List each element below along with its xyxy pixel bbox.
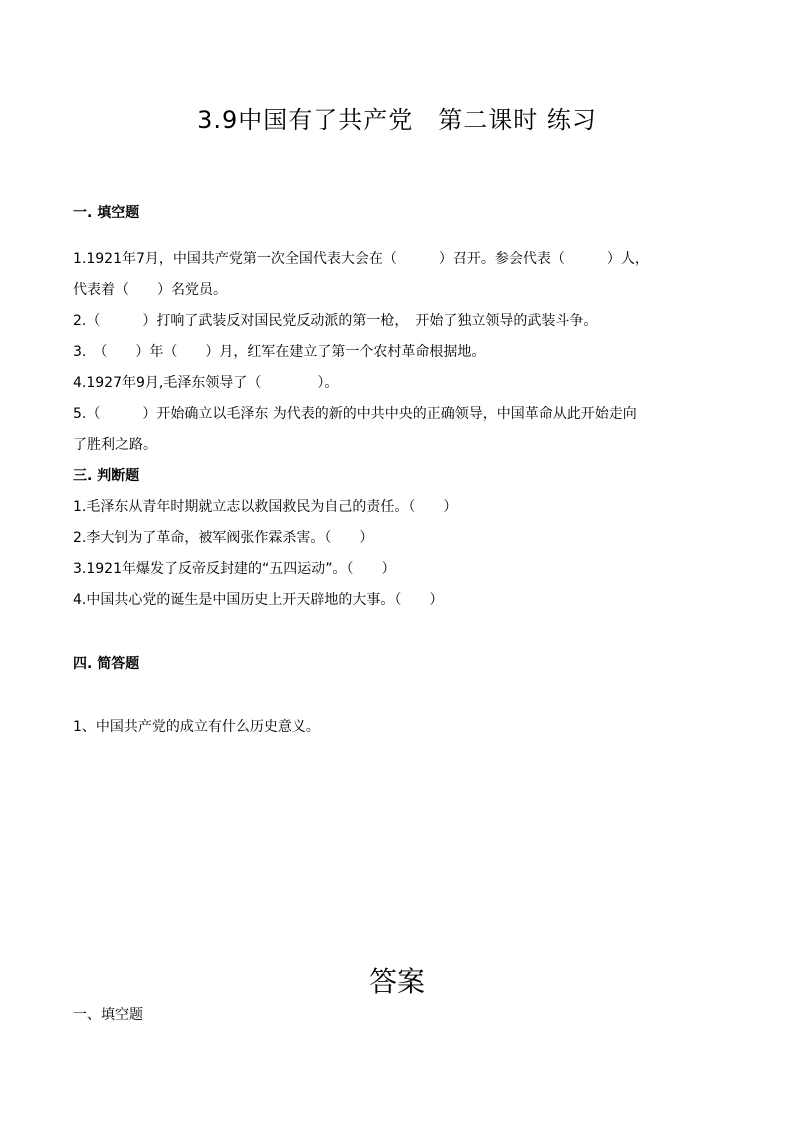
short-answer-heading: 四. 简答题 [73,656,140,672]
judge-line: 4.中国共心党的诞生是中国历史上开天辟地的大事。（ ） [73,592,444,608]
fill-blank-line: 1.1921年7月，中国共产党第一次全国代表大会在（ ）召开。参会代表（ ）人， [73,251,649,267]
page-title: 3.9中国有了共产党 第二课时 练习 [197,106,597,134]
short-answer-line: 1、中国共产党的成立有什么历史意义。 [73,719,320,735]
fill-blank-line: 5.（ ）开始确立以毛泽东 为代表的新的中共中央的正确领导，中国革命从此开始走向 [73,406,637,422]
judge-line: 2.李大钊为了革命，被军阀张作霖杀害。（ ） [73,530,374,546]
fill-blank-line: 3. （ ）年（ ）月，红军在建立了第一个农村革命根据地。 [73,344,486,360]
judge-heading: 三. 判断题 [73,468,140,484]
answer-fill-label: 一、填空题 [73,1007,143,1023]
fill-blank-heading: 一. 填空题 [73,205,140,221]
fill-blank-line: 代表着（ ）名党员。 [73,282,227,298]
answer-title: 答案 [368,965,425,998]
fill-blank-line: 4.1927年9月,毛泽东领导了（ ）。 [73,375,339,391]
fill-blank-line: 2.（ ）打响了武装反对国民党反动派的第一枪， 开始了独立领导的武装斗争。 [73,313,598,329]
fill-blank-line: 了胜利之路。 [73,437,157,453]
judge-line: 1.毛泽东从青年时期就立志以救国救民为自己的责任。（ ） [73,499,458,515]
judge-line: 3.1921年爆发了反帝反封建的“五四运动”。（ ） [73,561,396,577]
